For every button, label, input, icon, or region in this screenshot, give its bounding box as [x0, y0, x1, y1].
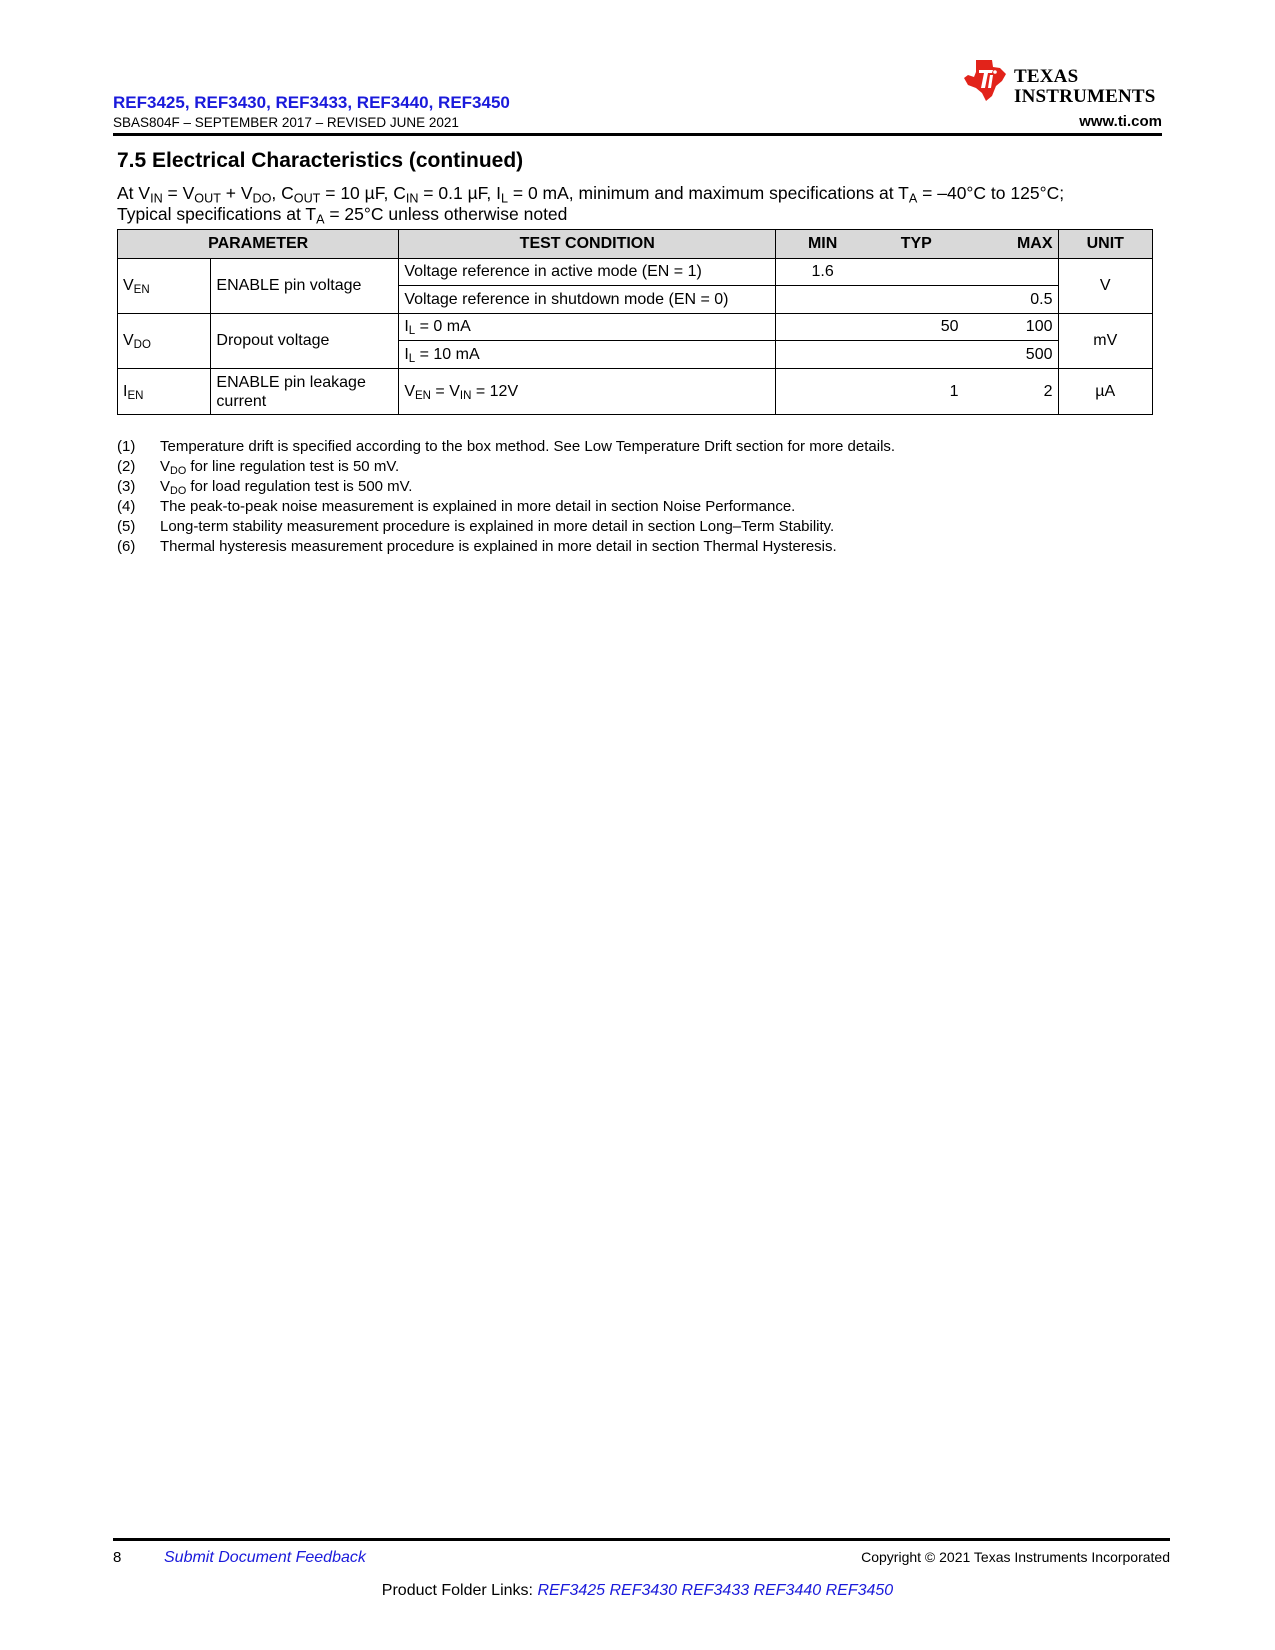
website-link[interactable]: www.ti.com: [1079, 113, 1162, 130]
param-name: Dropout voltage: [211, 314, 399, 369]
unit-value: V: [1058, 259, 1153, 314]
page-header: [113, 0, 1162, 136]
footnote-number: (2): [117, 458, 136, 475]
max-value: [964, 259, 1058, 286]
typ-value: 1: [869, 369, 963, 415]
ti-state-logo-icon: [962, 58, 1010, 102]
header-typ: TYP: [869, 230, 963, 259]
document-id: SBAS804F – SEPTEMBER 2017 – REVISED JUNE 2021: [113, 115, 459, 130]
test-condition: $V_{EN} = V_{IN} = 12V$: [399, 369, 776, 415]
typ-value: [869, 286, 963, 314]
conditions-line-2: Typical specifications at $T_A = 25^\circ C$ unless otherwise noted: [117, 204, 568, 227]
test-condition: Voltage reference in shutdown mode (EN = 0): [399, 286, 776, 314]
page-number: 8: [113, 1549, 122, 1566]
param-symbol: $V_{EN}$: [118, 259, 211, 314]
footnote-text: Long-term stability measurement procedure is explained in more detail in section Long–Term Stability.: [160, 518, 835, 535]
footnote-text: $V_{DO}$ for line regulation test is 50 mV.: [160, 458, 400, 478]
footnote-number: (4): [117, 498, 136, 515]
typ-value: 50: [869, 314, 963, 341]
folder-label: Product Folder Links:: [381, 1582, 533, 1599]
footnotes: [117, 437, 895, 557]
logo-line-1: TEXAS: [1014, 66, 1079, 87]
part-numbers[interactable]: REF3425, REF3430, REF3433, REF3440, REF3450: [113, 93, 510, 112]
test-condition: $I_L = 10$ mA: [399, 341, 776, 369]
param-symbol: $V_{DO}$: [118, 314, 211, 369]
footnote-text: $V_{DO}$ for load regulation test is 500 mV.: [160, 478, 413, 498]
footnote-number: (1): [117, 438, 136, 455]
min-value: [776, 341, 869, 369]
test-condition: $I_L = 0$ mA: [399, 314, 776, 341]
header-rule: [113, 133, 1162, 136]
footnote: [117, 497, 895, 517]
footnote-text: The peak-to-peak noise measurement is explained in more detail in section Noise Performance.: [160, 498, 796, 515]
max-value: 2: [964, 369, 1058, 415]
param-name: ENABLE pin voltage: [211, 259, 399, 314]
table-row: [118, 314, 1153, 341]
footnote: [117, 437, 895, 457]
typ-value: [869, 341, 963, 369]
header-min: MIN: [776, 230, 869, 259]
table-row: [118, 259, 1153, 286]
min-value: [776, 286, 869, 314]
footnote-number: (5): [117, 518, 136, 535]
ti-logo: [962, 58, 1162, 110]
max-value: 500: [964, 341, 1058, 369]
max-value: 100: [964, 314, 1058, 341]
header-parameter: PARAMETER: [118, 230, 399, 259]
min-value: 1.6: [776, 259, 869, 286]
product-folder-links: [0, 1582, 1275, 1600]
unit-value: µA: [1058, 369, 1153, 415]
max-value: 0.5: [964, 286, 1058, 314]
table-header-row: [118, 230, 1153, 259]
footer-rule: [113, 1538, 1170, 1541]
table-row: [118, 369, 1153, 415]
typ-value: [869, 259, 963, 286]
section-title: 7.5 Electrical Characteristics (continued): [117, 149, 524, 172]
param-symbol: $I_{EN}$: [118, 369, 211, 415]
min-value: [776, 314, 869, 341]
footnote: [117, 517, 895, 537]
footnote: [117, 477, 895, 497]
submit-feedback-link[interactable]: Submit Document Feedback: [164, 1549, 366, 1566]
param-name: ENABLE pin leakage current: [211, 369, 399, 415]
footnote-text: Thermal hysteresis measurement procedure is explained in more detail in section Thermal Hysteresis.: [160, 538, 837, 555]
folder-links[interactable]: REF3425 REF3430 REF3433 REF3440 REF3450: [537, 1582, 894, 1599]
footnote-number: (3): [117, 478, 136, 495]
copyright-notice: Copyright © 2021 Texas Instruments Incorporated: [861, 1549, 1170, 1565]
header-unit: UNIT: [1058, 230, 1153, 259]
footnote-number: (6): [117, 538, 136, 555]
conditions-line-1: At $V_{IN} = V_{OUT} + V_{DO}$, $C_{OUT} = 10$ µF, $C_{IN} = 0.1$ µF, $I_L = 0$ mA, minimum and maximum specifications at $T_A = -40^\circ C$ to 125°C;: [117, 183, 1065, 206]
unit-value: mV: [1058, 314, 1153, 369]
header-max: MAX: [964, 230, 1058, 259]
min-value: [776, 369, 869, 415]
footnote: [117, 537, 895, 557]
test-condition: Voltage reference in active mode (EN = 1): [399, 259, 776, 286]
footnote: [117, 457, 895, 477]
footnote-text: Temperature drift is specified according to the box method. See Low Temperature Drift section for more details.: [160, 438, 896, 455]
logo-line-2: INSTRUMENTS: [1014, 86, 1156, 107]
electrical-characteristics-table: [117, 229, 1153, 415]
header-test-condition: TEST CONDITION: [399, 230, 776, 259]
ti-wordmark: [1014, 67, 1156, 107]
test-conditions: [117, 183, 1167, 225]
